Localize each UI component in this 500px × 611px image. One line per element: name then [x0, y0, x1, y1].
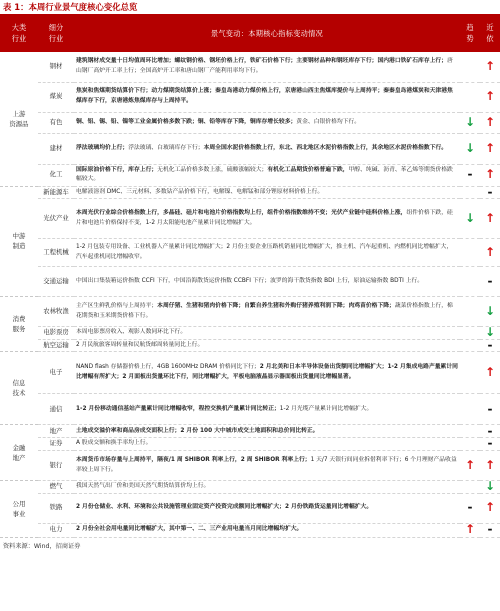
- content-cell: [74, 199, 460, 239]
- table-row: [0, 352, 500, 394]
- arrow-up-icon: ↑: [480, 199, 500, 239]
- dash-icon: -: [480, 523, 500, 537]
- change-text: NAND flash 存储器价格上行，4GB 1600MHz DRAM 价格同比下行；: [76, 364, 260, 371]
- table-row: [0, 339, 500, 352]
- table-row: [0, 394, 500, 425]
- key-change-text: 本周仔猪、生猪和猪肉价格下降；自繁自养生猪和外购仔猪养殖利润下降；肉鸡苗价格下降；: [157, 303, 395, 310]
- dash-icon: -: [460, 493, 480, 523]
- content-cell: [74, 493, 460, 523]
- arrow-down-icon: ↓: [480, 481, 500, 494]
- content-cell: [74, 451, 460, 481]
- category-cell: 消费 服务: [0, 297, 38, 352]
- key-change-text: 1-2 月份移动通信基站产量累计同比增幅收窄，程控交换机产量累计同比转正；: [76, 405, 280, 412]
- industry-cell: 燃气: [38, 481, 74, 494]
- category-cell: 公用 事业: [0, 481, 38, 538]
- change-text: 本周电影票房收入、观影人数同环比下行。: [76, 329, 187, 336]
- industry-cell: 地产: [38, 425, 74, 438]
- industry-cell: 交通运输: [38, 267, 74, 297]
- change-text: 黄金、白银价格均下行。: [296, 118, 361, 125]
- industry-cell: 银行: [38, 451, 74, 481]
- content-cell: [74, 339, 460, 352]
- industry-table: [0, 14, 500, 538]
- dash-icon: [460, 481, 480, 494]
- change-text: 1-2 月包装专用设备、工业机器人产量累计同比增幅扩大；2 月份主要企业压路机销量同比增幅扩大，推土机、汽车起重机、内燃机同比增幅扩大，汽车起重机同比增幅收窄。: [76, 244, 453, 260]
- industry-cell: 工程机械: [38, 239, 74, 267]
- table-row: [0, 425, 500, 438]
- dash-icon: [460, 267, 480, 297]
- key-change-text: 2 月北美和日本半导体设备出货额同比增幅扩大；1-2 月集成电路产量累计同比增幅有所扩大；2 月面板出货量环比下行，同比增幅扩大，平板电脑液晶显示器面板出货量同比增幅显著。: [76, 364, 458, 380]
- dash-icon: -: [480, 267, 500, 297]
- key-change-text: 铜、铝、锡、铅、镍等工业金属价格多数下跌；铜、铅等库存下降，铜库存增长较多；: [76, 118, 297, 125]
- change-text: 2 月民航旅客周转量和民航货邮周转量同比上行。: [76, 341, 204, 348]
- header-trend: 趋 势: [460, 14, 480, 52]
- key-change-text: 2 月份仓储业、水利、环境和公共设施管理业固定资产投资完成额同比增幅扩大；2 月份铁路货运量同比增幅扩大。: [76, 504, 373, 511]
- table-row: [0, 239, 500, 267]
- arrow-up-icon: ↑: [480, 52, 500, 82]
- dash-icon: [460, 394, 480, 425]
- change-text: 蔬菜价格指数上行，棉花期货和玉米期货价格下行。: [76, 303, 453, 319]
- arrow-down-icon: ↓: [460, 199, 480, 239]
- table-row: [0, 297, 500, 327]
- table-row: [0, 133, 500, 164]
- content-cell: [74, 523, 460, 537]
- arrow-up-icon: ↑: [480, 164, 500, 186]
- arrow-down-icon: ↓: [480, 297, 500, 327]
- table-row: [0, 438, 500, 451]
- content-cell: [74, 164, 460, 186]
- arrow-up-icon: ↑: [460, 451, 480, 481]
- table-row: [0, 112, 500, 133]
- arrow-up-icon: ↑: [460, 523, 480, 537]
- arrow-down-icon: ↓: [480, 327, 500, 340]
- content-cell: [74, 186, 460, 199]
- arrow-up-icon: ↑: [480, 133, 500, 164]
- change-text: 中国出口集装箱运价指数 CCFI 下行，中国沿海散货运价指数 CCBFI 下行；波罗的海干散货指数 BDI 上行，原油运输指数 BDTI 上行。: [76, 277, 424, 284]
- category-cell: 金融 地产: [0, 425, 38, 481]
- header-recent: 近 依: [480, 14, 500, 52]
- category-cell: 中游 制造: [0, 186, 38, 297]
- key-change-text: 本周全国水泥价格指数上行，东北、西北地区水泥价格指数上行，其余地区水泥价格指数下行。: [203, 144, 448, 151]
- dash-icon: [460, 297, 480, 327]
- change-text: 我国天然气出厂价和美国天然气期货结算价均上行。: [76, 483, 210, 490]
- table-row: [0, 52, 500, 82]
- key-change-text: 浮法玻璃均价上行；: [76, 144, 129, 151]
- key-change-text: 焦炭和焦煤期货结算价下行；动力煤期货结算价上涨；秦皇岛港动力煤价格上行，京唐港山西主焦煤库提价与上周持平；秦秦皇岛港煤炭和天津港焦煤库存下行，京唐港炼焦煤库存与上周持平。: [76, 88, 453, 104]
- change-text: A 股成交额和换手率均上行。: [76, 440, 152, 447]
- category-cell: 上游 资源品: [0, 52, 38, 186]
- content-cell: [74, 82, 460, 112]
- arrow-up-icon: ↑: [480, 82, 500, 112]
- industry-cell: 有色: [38, 112, 74, 133]
- industry-cell: 光伏产业: [38, 199, 74, 239]
- key-change-text: 本周货币市场存量与上周持平，隔夜/1 周 SHIBOR 利率上行，2 周 SHIBOR 利率上行；: [76, 456, 311, 463]
- dash-icon: [460, 425, 480, 438]
- change-text: 电解液溶剂 DMC、三元材料、多数钴产品价格下行，电解镍、电解锰和部分锂原材料价格上行。: [76, 188, 324, 195]
- industry-cell: 化工: [38, 164, 74, 186]
- dash-icon: [460, 339, 480, 352]
- dash-icon: [460, 352, 480, 394]
- content-cell: [74, 481, 460, 494]
- change-text: 无机化工品价格多数上涨，硫酸涨幅较大；: [157, 166, 268, 173]
- dash-icon: [460, 82, 480, 112]
- content-cell: [74, 297, 460, 327]
- dash-icon: -: [480, 438, 500, 451]
- arrow-down-icon: ↓: [460, 112, 480, 133]
- content-cell: [74, 327, 460, 340]
- content-cell: [74, 133, 460, 164]
- source-note: 资料来源：Wind，招商证券: [3, 542, 81, 550]
- table-row: [0, 451, 500, 481]
- industry-cell: 通信: [38, 394, 74, 425]
- table-title: 表 1：本周行业景气度核心变化总览: [3, 2, 138, 12]
- dash-icon: [460, 186, 480, 199]
- key-change-text: 2 月份全社会用电量同比增幅扩大，其中第一、二、三产业用电量当月同比增幅均扩大。: [76, 526, 303, 533]
- table-row: [0, 164, 500, 186]
- content-cell: [74, 239, 460, 267]
- content-cell: [74, 394, 460, 425]
- category-cell: 信息 技术: [0, 352, 38, 425]
- key-change-text: 国际原油价格下行，库存上行；: [76, 166, 158, 173]
- header-row: [0, 14, 500, 52]
- arrow-up-icon: ↑: [480, 493, 500, 523]
- header-content: 景气变动：本期核心指标变动情况: [74, 14, 460, 52]
- content-cell: [74, 52, 460, 82]
- dash-icon: [460, 239, 480, 267]
- table-row: [0, 493, 500, 523]
- change-text: 浮法玻璃、白玻璃库存下行；: [128, 144, 204, 151]
- key-change-text: 土地成交溢价率和商品房成交面积上行；2 月份 100 大中城市成交土地面积和总价同比转正。: [76, 427, 319, 434]
- table-row: [0, 523, 500, 537]
- table-row: [0, 186, 500, 199]
- industry-cell: 电影票房: [38, 327, 74, 340]
- change-text: 甲醇、纯碱、沥青、苯乙烯等期货价格跌幅较大。: [76, 166, 453, 183]
- table-row: [0, 199, 500, 239]
- header-category: 大类 行业: [0, 14, 38, 52]
- industry-cell: 钢材: [38, 52, 74, 82]
- table-row: [0, 481, 500, 494]
- arrow-up-icon: ↑: [480, 112, 500, 133]
- arrow-down-icon: ↓: [460, 133, 480, 164]
- industry-cell: 煤炭: [38, 82, 74, 112]
- industry-cell: 航空运输: [38, 339, 74, 352]
- industry-cell: 铁路: [38, 493, 74, 523]
- dash-icon: -: [480, 339, 500, 352]
- dash-icon: [460, 52, 480, 82]
- industry-cell: 证券: [38, 438, 74, 451]
- table-row: [0, 327, 500, 340]
- content-cell: [74, 267, 460, 297]
- content-cell: [74, 438, 460, 451]
- industry-cell: 电子: [38, 352, 74, 394]
- dash-icon: -: [460, 164, 480, 186]
- key-change-text: 本周光伏行业综合价格指数上行，多晶硅、硅片和电池片价格指数均上行，组件价格指数维持不变；光伏产业链中硅料价格上涨，: [76, 210, 407, 217]
- change-text: 唐山钢厂高炉开工率上行；全国高炉开工率和唐山钢厂产能利用率均下行。: [76, 58, 453, 74]
- dash-icon: -: [480, 186, 500, 199]
- arrow-up-icon: ↑: [480, 239, 500, 267]
- industry-cell: 新能源车: [38, 186, 74, 199]
- arrow-up-icon: ↑: [480, 451, 500, 481]
- arrow-up-icon: ↑: [480, 352, 500, 394]
- change-text: 1-2 月光缆产量累计同比增幅扩大。: [279, 405, 373, 412]
- dash-icon: [460, 327, 480, 340]
- change-text: 组件价格下跌，硅片和电池片价格保持不变，1-2 月太阳能电池产量累计同比增幅扩大。: [76, 210, 453, 226]
- dash-icon: [460, 438, 480, 451]
- content-cell: [74, 112, 460, 133]
- header-industry: 细分 行业: [38, 14, 74, 52]
- key-change-text: 建筑钢材成交量十日均值周环比增加；螺纹钢价格、钢坯价格上行，铁矿石价格下行；主要钢材品种和钢坯库存下行；国内港口铁矿石库存上行；: [76, 58, 448, 65]
- dash-icon: -: [480, 394, 500, 425]
- industry-cell: 农林牧渔: [38, 297, 74, 327]
- industry-cell: 电力: [38, 523, 74, 537]
- key-change-text: 有机化工品期货价格普遍下跌，: [267, 166, 349, 173]
- change-text: 主产区生鲜乳价格与上周持平；: [76, 303, 158, 310]
- change-text: 1 天/7 天银行间同业拆借利率下行；6 个月理财产品收益率较上周下行。: [76, 456, 457, 473]
- dash-icon: -: [480, 425, 500, 438]
- table-row: [0, 267, 500, 297]
- content-cell: [74, 425, 460, 438]
- content-cell: [74, 352, 460, 394]
- industry-cell: 建材: [38, 133, 74, 164]
- table-row: [0, 82, 500, 112]
